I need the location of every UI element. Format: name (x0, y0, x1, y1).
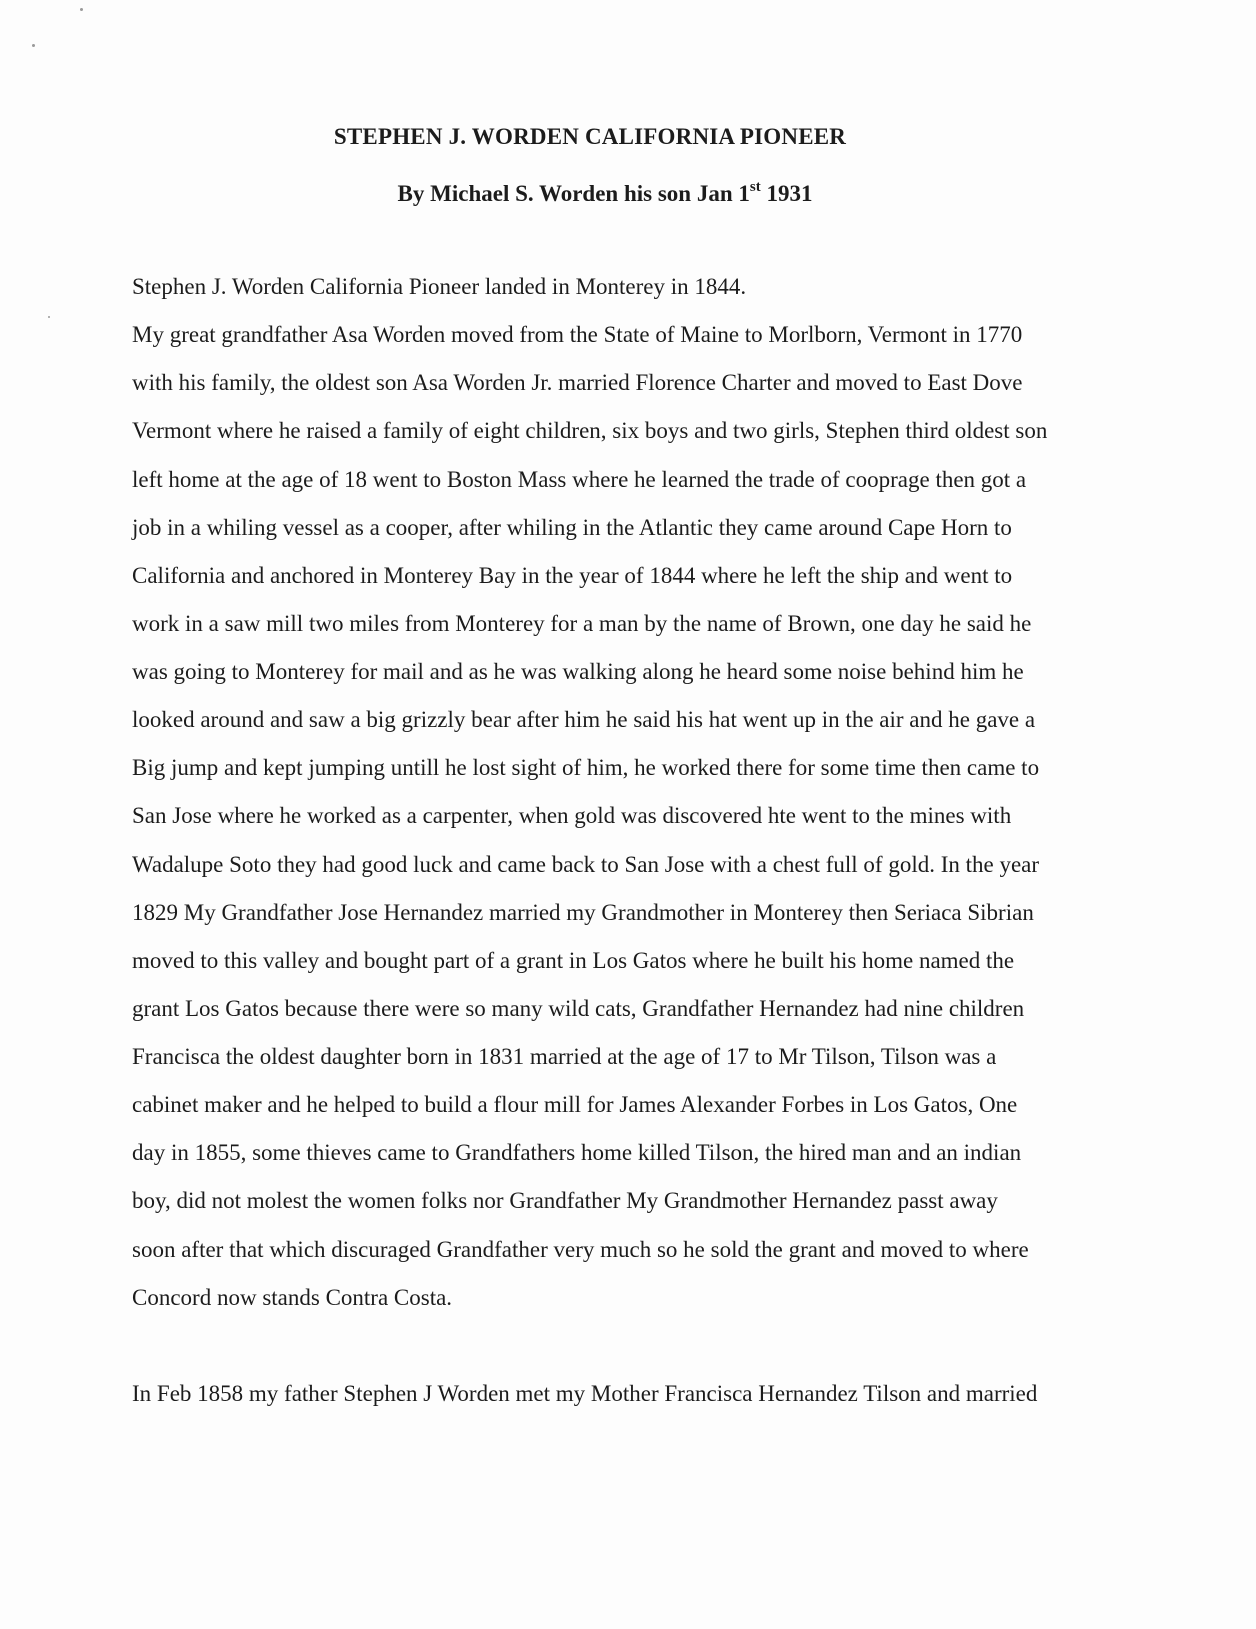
body-line-2: My great grandfather Asa Worden moved from the State of Maine to Morlborn, Vermont in 1770 (132, 322, 1023, 347)
body-line-15: moved to this valley and bought part of a grant in Los Gatos where he built his home named the (132, 948, 1015, 973)
body-line-8: work in a saw mill two miles from Monterey for a man by the name of Brown, one day he said he (132, 611, 1032, 636)
body-line-10: looked around and saw a big grizzly bear after him he said his hat went up in the air and he gave a (132, 707, 1036, 732)
paper-speck (32, 44, 35, 47)
byline-superscript: st (749, 179, 761, 195)
body-line-21: soon after that which discuraged Grandfather very much so he sold the grant and moved to where (132, 1237, 1029, 1262)
body-line-14: 1829 My Grandfather Jose Hernandez married my Grandmother in Monterey then Seriaca Sibrian (132, 900, 1034, 925)
body-line-3: with his family, the oldest son Asa Worden Jr. married Florence Charter and moved to East Dove (132, 370, 1023, 395)
body-line-18: cabinet maker and he helped to build a flour mill for James Alexander Forbes in Los Gatos, One (132, 1092, 1018, 1117)
body-line-4: Vermont where he raised a family of eight children, six boys and two girls, Stephen third oldest son (132, 418, 1048, 443)
body-line-19: day in 1855, some thieves came to Grandfathers home killed Tilson, the hired man and an indian (132, 1140, 1022, 1165)
byline-text: By Michael S. Worden his son Jan 1 (397, 181, 750, 206)
body-line-11: Big jump and kept jumping untill he lost sight of him, he worked there for some time then came to (132, 755, 1040, 780)
body-line-9: was going to Monterey for mail and as he was walking along he heard some noise behind him he (132, 659, 1024, 684)
body-line-22: Concord now stands Contra Costa. (132, 1285, 453, 1310)
document-title: STEPHEN J. WORDEN CALIFORNIA PIONEER (333, 124, 847, 149)
body-line-20: boy, did not molest the women folks nor Grandfather My Grandmother Hernandez passt away (132, 1188, 998, 1213)
body-line-13: Wadalupe Soto they had good luck and came back to San Jose with a chest full of gold. In the year (132, 852, 1040, 877)
body-line-17: Francisca the oldest daughter born in 1831 married at the age of 17 to Mr Tilson, Tilson was a (132, 1044, 997, 1069)
body-line-23: In Feb 1858 my father Stephen J Worden met my Mother Francisca Hernandez Tilson and married (132, 1381, 1038, 1406)
body-line-1: Stephen J. Worden California Pioneer landed in Monterey in 1844. (132, 274, 747, 299)
body-line-16: grant Los Gatos because there were so many wild cats, Grandfather Hernandez had nine children (132, 996, 1025, 1021)
paper-speck (48, 316, 50, 318)
paper-speck (80, 8, 83, 11)
body-line-5: left home at the age of 18 went to Boston Mass where he learned the trade of cooprage then got a (132, 467, 1027, 492)
body-line-6: job in a whiling vessel as a cooper, after whiling in the Atlantic they came around Cape Horn to (132, 515, 1012, 540)
body-line-12: San Jose where he worked as a carpenter, when gold was discovered hte went to the mines with (132, 803, 1012, 828)
document-byline (0, 181, 1210, 207)
body-line-7: California and anchored in Monterey Bay in the year of 1844 where he left the ship and went to (132, 563, 1013, 588)
byline-year: 1931 (766, 181, 813, 206)
